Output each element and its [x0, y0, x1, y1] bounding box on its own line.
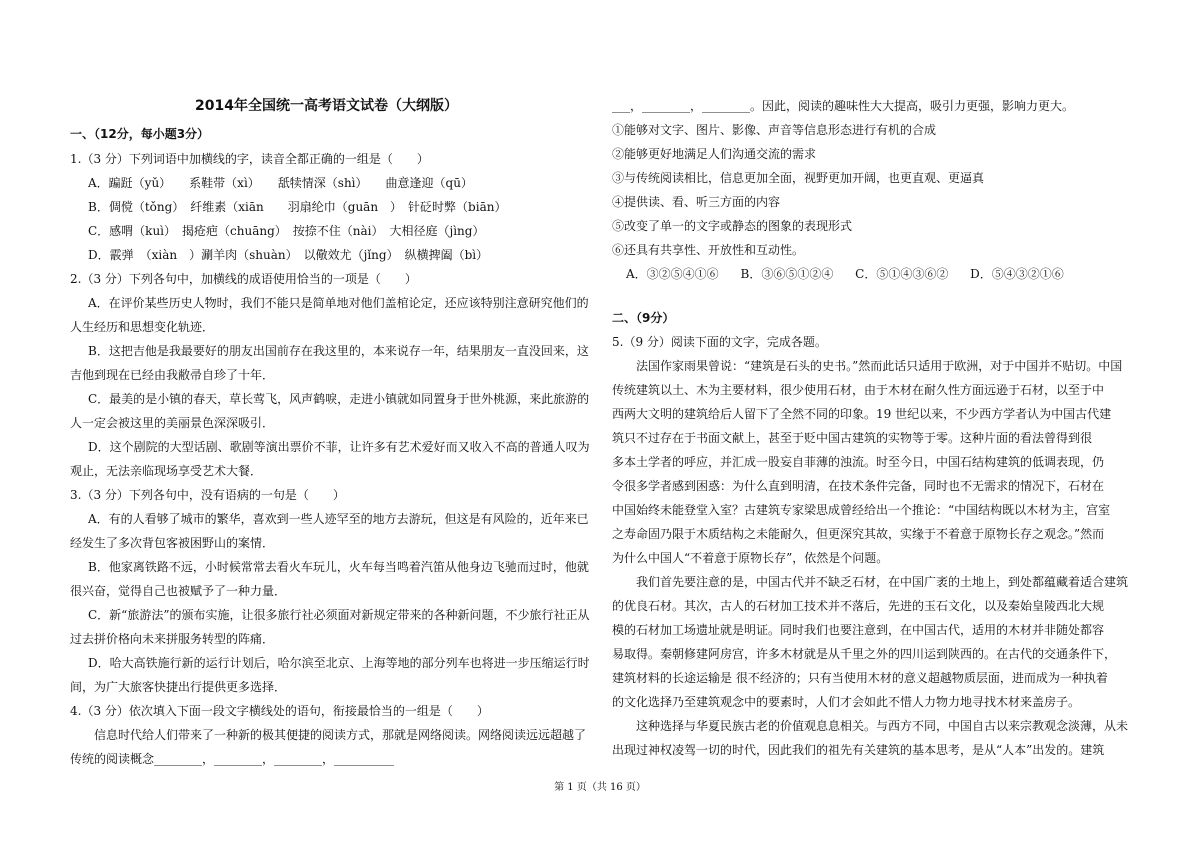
q2-option-d-line1: D．这个剧院的大型话剧、歌剧等演出票价不菲，让许多有艺术爱好而又收入不高的普通人叹为	[88, 440, 590, 454]
q4-option-d: D．⑤④③②①⑥	[970, 267, 1064, 281]
q5-paragraph-line: 法国作家雨果曾说：“建筑是石头的史书。”然而此话只适用于欧洲，对于中国并不贴切。中国	[636, 359, 1123, 373]
q5-stem: 5.（9 分）阅读下面的文字，完成各题。	[612, 335, 827, 349]
section-2-heading: 二、（9分）	[612, 311, 675, 325]
q4-options	[626, 266, 1082, 282]
q4-item-1: ①能够对文字、图片、影像、声音等信息形态进行有机的合成	[612, 123, 937, 137]
q5-paragraph-line: 之寿命固乃限于木质结构之未能耐久，但更深究其故，实缘于不着意于原物长存之观念。”然而	[612, 527, 1105, 541]
q2-option-c-line2: 人一定会被这里的美丽景色深深吸引．	[70, 416, 275, 430]
q3-option-d-line2: 间，为广大旅客快捷出行提供更多选择．	[70, 680, 287, 694]
q4-passage-line1: 信息时代给人们带来了一种新的极其便捷的阅读方式，那就是网络阅读。网络阅读远远超越了	[94, 728, 587, 742]
q3-option-a-line1: A．有的人看够了城市的繁华，喜欢到一些人迹罕至的地方去游玩，但这是有风险的，近年来已	[88, 512, 589, 526]
q4-stem: 4.（3 分）依次填入下面一段文字横线处的语句，衔接最恰当的一组是（ ）	[70, 704, 489, 718]
q4-item-6: ⑥还具有共享性、开放性和互动性。	[612, 243, 805, 257]
q5-paragraph-line: 传统建筑以土、木为主要材料，很少使用石材，由于木材在耐久性方面远逊于石材，以至于中	[612, 383, 1105, 397]
page-footer: 第 1 页（共 16 页）	[554, 782, 646, 793]
q5-paragraph-line: 建筑材料的长途运输是 很不经济的；只有当使用木材的意义超越物质层面，进而成为一种执着	[612, 671, 1108, 685]
q3-option-c-line2: 过去拼价格向未来拼服务转型的阵痛．	[70, 632, 275, 646]
q3-stem: 3.（3 分）下列各句中，没有语病的一句是（ ）	[70, 488, 345, 502]
q3-option-d-line1: D．哈大高铁施行新的运行计划后，哈尔滨至北京、上海等地的部分列车也将进一步压缩运行时	[88, 656, 590, 670]
q5-paragraph-line: 中国始终未能登堂入室？古建筑专家梁思成曾经给出一个推论：“中国结构既以木材为主，宫室	[612, 503, 1111, 517]
q1-option-a: A．蹁跹（yǔ） 系鞋带（xì） 舐犊情深（shì） 曲意逢迎（qū）	[88, 176, 473, 190]
q3-option-c-line1: C．新“旅游法”的颁布实施，让很多旅行社必须面对新规定带来的各种新问题，不少旅行社正从	[88, 608, 590, 622]
q5-paragraph-line: 为什么中国人“不着意于原物长存”，依然是个问题。	[612, 551, 889, 565]
q5-paragraph-line: 我们首先要注意的是，中国古代并不缺乏石材，在中国广袤的土地上，到处都蕴藏着适合建筑	[636, 575, 1129, 589]
q3-option-b-line2: 很兴奋，觉得自己也被赋予了一种力量．	[70, 584, 287, 598]
q4-passage-line2: 传统的阅读概念________，________，________，__________	[70, 752, 395, 766]
q5-paragraph-line: 易取得。秦朝修建阿房宫，许多木材就是从千里之外的四川运到陕西的。在古代的交通条件下，	[612, 647, 1117, 661]
q5-paragraph-line: 的文化选择乃至建筑观念中的要素时，人们才会如此不惜人力物力地寻找木材来盖房子。	[612, 695, 1081, 709]
q4-item-3: ③与传统阅读相比，信息更加全面，视野更加开阔，也更直观、更逼真	[612, 171, 985, 185]
q1-option-c: C．感喟（kuì） 揭疮疤（chuāng） 按捺不住（nài） 大相径庭（jìng）	[88, 224, 485, 238]
q4-option-b: B．③⑥⑤①②④	[740, 267, 834, 281]
page-title: 2014年全国统一高考语文试卷（大纲版）	[195, 98, 458, 114]
q5-paragraph-line: 筑只不过存在于书面文献上，甚至于贬中国古建筑的实物等于零。这种片面的看法曾得到很	[612, 431, 1093, 445]
q1-stem: 1.（3 分）下列词语中加横线的字，读音全都正确的一组是（ ）	[70, 152, 429, 166]
section-1-heading: 一、（12分，每小题3分）	[70, 127, 210, 141]
q5-paragraph-line: 的优良石材。其次，古人的石材加工技术并不落后，先进的玉石文化，以及秦始皇陵西北大规	[612, 599, 1105, 613]
q5-paragraph-line: 多本土学者的呼应，并汇成一股妄自菲薄的浊流。时至今日，中国石结构建筑的低调表现，仍	[612, 455, 1105, 469]
q2-option-c-line1: C．最美的是小镇的春天，草长莺飞，风声鹤唳，走进小镇就如同置身于世外桃源，来此旅游的	[88, 392, 590, 406]
q4-item-4: ④提供读、看、听三方面的内容	[612, 195, 781, 209]
q4-item-5: ⑤改变了单一的文字或静态的图象的表现形式	[612, 219, 853, 233]
q3-option-b-line1: B．他家离铁路不远，小时候常常去看火车玩儿，火车每当鸣着汽笛从他身边飞驰而过时，他就	[88, 560, 589, 574]
q2-option-b-line2: 吉他到现在已经由我敝帚自珍了十年．	[70, 368, 275, 382]
q4-item-2: ②能够更好地满足人们沟通交流的需求	[612, 147, 817, 161]
q4-passage-line3: ___，________，________。因此，阅读的趣味性大大提高，吸引力更强，影响力更大。	[612, 99, 1075, 113]
q5-paragraph-line: 令很多学者感到困惑：为什么直到明清，在技术条件完备，同时也不无需求的情况下，石材在	[612, 479, 1105, 493]
q2-option-d-line2: 观止，无法亲临现场享受艺术大餐．	[70, 464, 263, 478]
q3-option-a-line2: 经发生了多次背包客被困野山的案情．	[70, 536, 275, 550]
q5-paragraph-line: 西两大文明的建筑给后人留下了全然不同的印象。19 世纪以来，不少西方学者认为中国古代建	[612, 407, 1112, 421]
q2-stem: 2.（3 分）下列各句中，加横线的成语使用恰当的一项是（ ）	[70, 272, 417, 286]
q2-option-a-line1: A．在评价某些历史人物时，我们不能只是简单地对他们盖棺论定，还应该特别注意研究他们的	[88, 296, 589, 310]
q1-option-d: D．霰弹 （xiàn ）涮羊肉（shuàn） 以儆效尤（jǐng） 纵横捭阖（bì）	[88, 248, 489, 262]
q2-option-b-line1: B．这把吉他是我最要好的朋友出国前存在我这里的，本来说存一年，结果朋友一直没回来，这	[88, 344, 589, 358]
q5-paragraph-line: 这种选择与华夏民族古老的价值观息息相关。与西方不同，中国自古以来宗教观念淡薄，从未	[636, 719, 1129, 733]
q5-paragraph-line: 出现过神权凌驾一切的时代，因此我们的祖先有关建筑的基本思考，是从“人本”出发的。建筑	[612, 743, 1105, 757]
q4-option-a: A．③②⑤④①⑥	[626, 267, 719, 281]
q2-option-a-line2: 人生经历和思想变化轨迹．	[70, 320, 215, 334]
q1-option-b: B．倜傥（tǒng） 纤维素（xiān 羽扇纶巾（guān ） 针砭时弊（biān）	[88, 200, 507, 214]
q4-option-c: C．⑤①④③⑥②	[855, 267, 949, 281]
q5-paragraph-line: 模的石材加工场遗址就是明证。同时我们也要注意到，在中国古代，适用的木材并非随处都容	[612, 623, 1105, 637]
